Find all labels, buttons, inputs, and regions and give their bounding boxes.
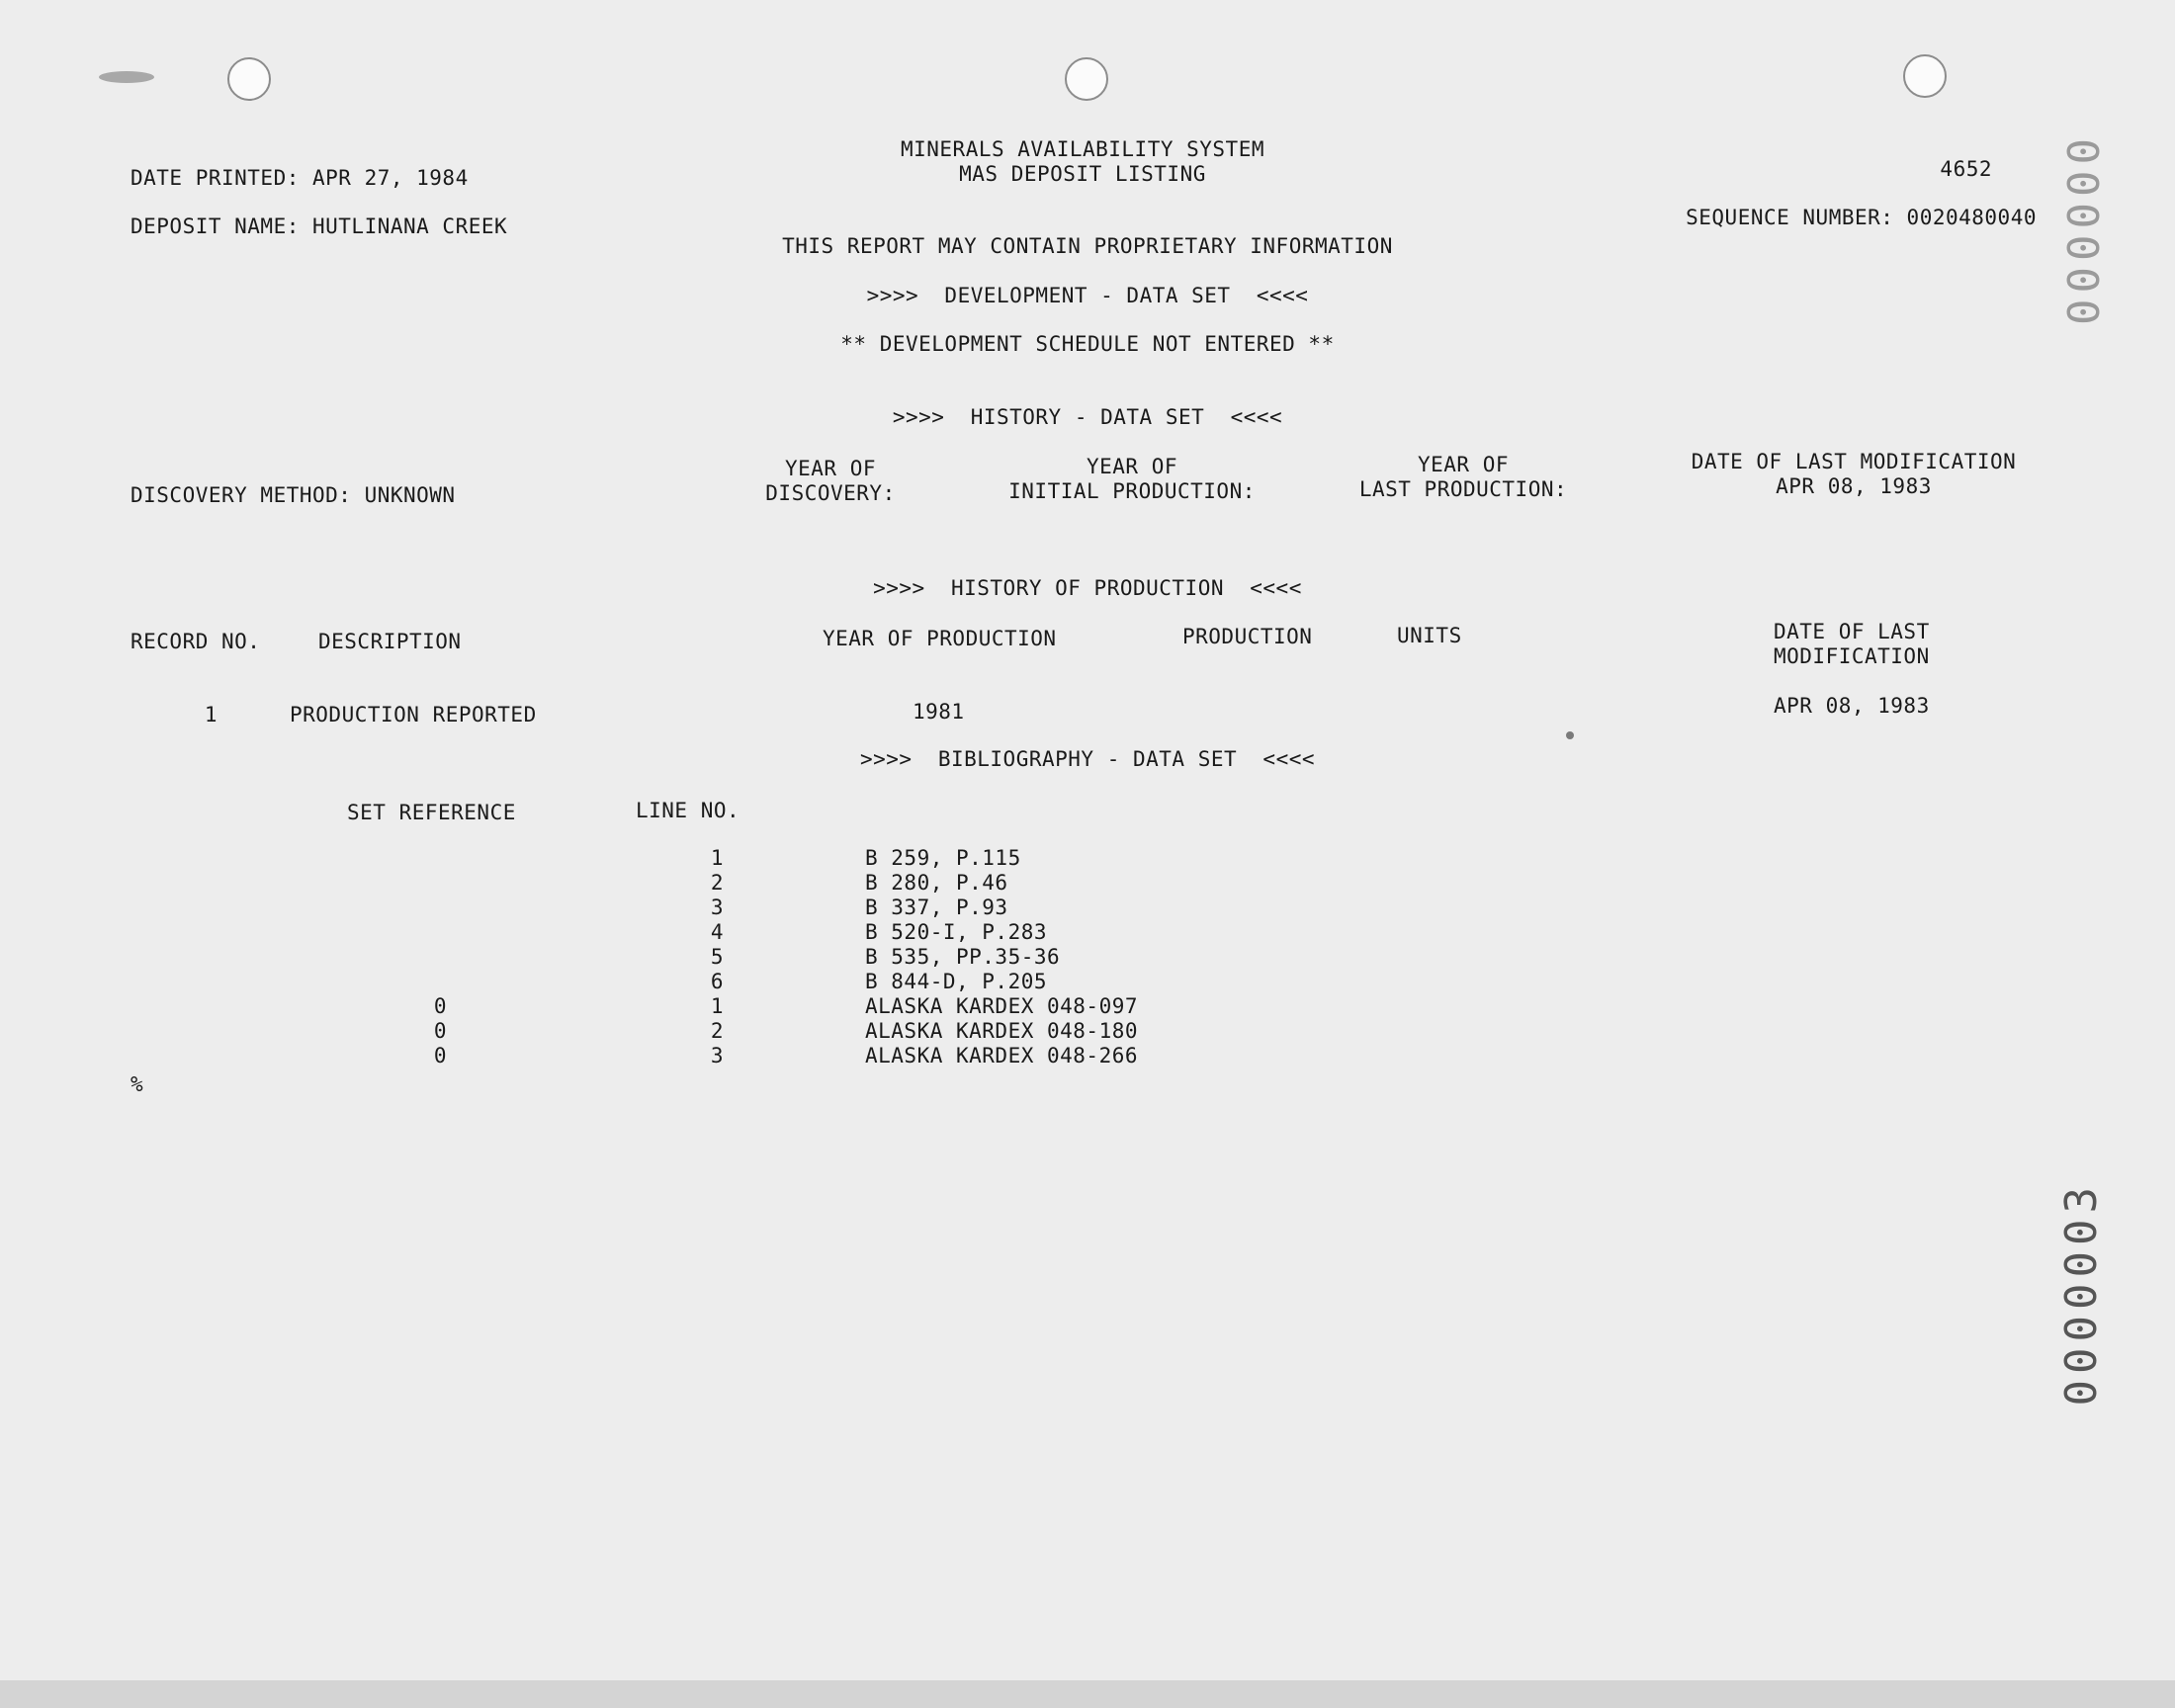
page-number: 4652 [1940,157,1992,181]
bibliography-ref: B 844-D, P.205 [865,970,1048,993]
last-modification-date: APR 08, 1983 [1776,474,1932,498]
margin-stamp-bottom: 0000003 [2056,1181,2107,1407]
bibliography-ref: B 337, P.93 [865,896,1008,919]
binder-hole-left [227,57,271,101]
col-set-reference: SET REFERENCE [347,801,516,824]
record-last-modification: APR 08, 1983 [1774,694,1930,718]
scan-dot [1566,731,1574,739]
footer-mark: % [130,1072,144,1096]
bibliography-heading: >>>> BIBLIOGRAPHY - DATA SET <<<< [859,747,1315,771]
col-production: PRODUCTION [1182,625,1313,648]
bibliography-ref: ALASKA KARDEX 048-097 [865,994,1139,1018]
line-no: 1 [710,846,724,870]
discovery-method: DISCOVERY METHOD: UNKNOWN [130,483,456,507]
year-initial-production-label: YEAR OF INITIAL PRODUCTION: [1008,455,1256,503]
deposit-name: DEPOSIT NAME: HUTLINANA CREEK [130,214,508,238]
binder-hole-right [1903,54,1947,98]
scan-smudge [99,71,154,83]
last-modification-label: DATE OF LAST MODIFICATION [1691,450,2017,473]
col-line-no: LINE NO. [636,799,740,822]
col-year-of-production: YEAR OF PRODUCTION [823,627,1057,650]
line-no: 6 [710,970,724,993]
binder-hole-center [1065,57,1108,101]
line-no: 4 [710,920,724,944]
bibliography-ref: ALASKA KARDEX 048-180 [865,1019,1139,1043]
listing-title: MAS DEPOSIT LISTING [959,162,1206,186]
record-year: 1981 [913,700,965,724]
col-description: DESCRIPTION [318,630,462,653]
line-no: 5 [710,945,724,969]
line-no: 3 [710,896,724,919]
line-no: 2 [710,1019,724,1043]
set-ref: 0 [433,994,447,1018]
record-description: PRODUCTION REPORTED [290,703,537,726]
year-of-discovery-label: YEAR OF DISCOVERY: [765,457,896,505]
line-no: 3 [710,1044,724,1068]
bibliography-ref: B 535, PP.35-36 [865,945,1061,969]
line-no: 2 [710,871,724,895]
bibliography-ref: ALASKA KARDEX 048-266 [865,1044,1139,1068]
development-heading: >>>> DEVELOPMENT - DATA SET <<<< [866,284,1309,307]
col-record-no: RECORD NO. [130,630,261,653]
system-title: MINERALS AVAILABILITY SYSTEM [900,137,1264,161]
production-heading: >>>> HISTORY OF PRODUCTION <<<< [873,576,1302,600]
bibliography-ref: B 280, P.46 [865,871,1008,895]
sequence-number: SEQUENCE NUMBER: 0020480040 [1686,206,2037,229]
bibliography-ref: B 520-I, P.283 [865,920,1048,944]
set-ref: 0 [433,1019,447,1043]
set-ref: 0 [433,1044,447,1068]
line-no: 1 [710,994,724,1018]
history-heading: >>>> HISTORY - DATA SET <<<< [892,405,1283,429]
col-last-modification: DATE OF LAST MODIFICATION [1774,620,1930,668]
proprietary-notice: THIS REPORT MAY CONTAIN PROPRIETARY INFORMATION [782,234,1393,258]
scan-border [0,1680,2175,1708]
col-units: UNITS [1397,624,1462,647]
record-no: 1 [204,703,218,726]
margin-stamp-top: 000000 [2056,138,2107,331]
development-note: ** DEVELOPMENT SCHEDULE NOT ENTERED ** [840,332,1335,356]
year-last-production-label: YEAR OF LAST PRODUCTION: [1358,453,1568,501]
date-printed: DATE PRINTED: APR 27, 1984 [130,166,469,190]
bibliography-ref: B 259, P.115 [865,846,1021,870]
